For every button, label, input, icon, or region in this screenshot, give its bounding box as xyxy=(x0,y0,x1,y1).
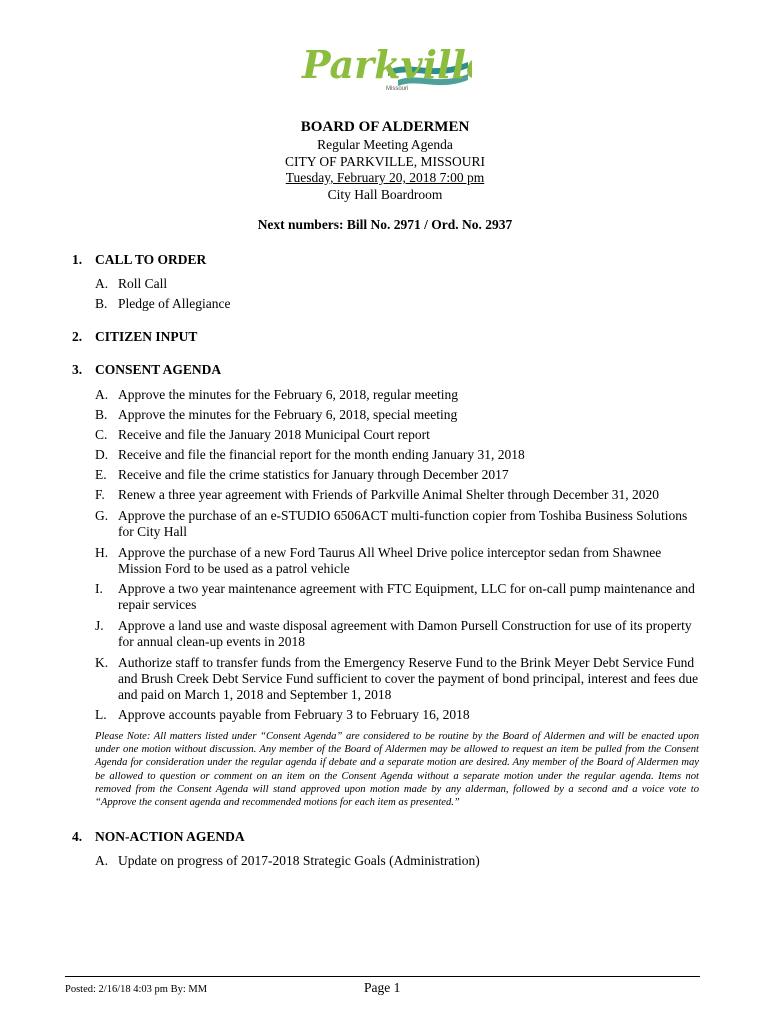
footer-divider xyxy=(65,976,700,977)
item-text: Approve the purchase of a new Ford Taurus All Wheel Drive police interceptor sedan from Shawnee Mission Ford to be used as a patrol vehicle xyxy=(118,545,662,576)
section-title: CONSENT AGENDA xyxy=(95,362,222,377)
svg-text:Parkville: Parkville xyxy=(302,42,472,87)
meeting-type: Regular Meeting Agenda xyxy=(317,137,453,152)
item-letter: B. xyxy=(95,296,108,311)
agenda-item xyxy=(95,581,705,613)
section-number: 2. xyxy=(72,329,83,344)
item-letter: K. xyxy=(95,655,109,670)
item-text: Approve the minutes for the February 6, 2018, special meeting xyxy=(118,407,458,422)
item-text: Receive and file the financial report for the month ending January 31, 2018 xyxy=(118,447,525,462)
logo-subtext: Missouri xyxy=(386,86,409,92)
agenda-item xyxy=(95,427,705,443)
item-text: Approve a two year maintenance agreement with FTC Equipment, LLC for on-call pump maintenance and repair services xyxy=(118,581,695,612)
section-call-to-order xyxy=(72,252,206,268)
item-text: Update on progress of 2017-2018 Strategic Goals (Administration) xyxy=(118,853,480,868)
item-text: Approve a land use and waste disposal agreement with Damon Pursell Construction for use of its property for annual clean-up events in 2018 xyxy=(118,618,692,649)
item-text: Approve the minutes for the February 6, 2018, regular meeting xyxy=(118,387,459,402)
agenda-item xyxy=(95,707,705,723)
item-text: Renew a three year agreement with Friends of Parkville Animal Shelter through December 31, 2020 xyxy=(118,487,659,502)
next-numbers: Next numbers: Bill No. 2971 / Ord. No. 2937 xyxy=(257,217,513,232)
item-letter: C. xyxy=(95,427,108,442)
section-title: CALL TO ORDER xyxy=(95,252,207,267)
section-title: CITIZEN INPUT xyxy=(95,329,198,344)
item-letter: I. xyxy=(95,581,103,596)
item-letter: G. xyxy=(95,508,109,523)
city-name: CITY OF PARKVILLE, MISSOURI xyxy=(284,153,486,169)
item-text: Approve accounts payable from February 3 to February 16, 2018 xyxy=(118,707,470,722)
section-number: 3. xyxy=(72,362,83,377)
page-number: Page 1 xyxy=(364,980,401,995)
meeting-date: Tuesday, February 20, 2018 7:00 pm xyxy=(285,170,485,185)
section-consent-agenda xyxy=(72,362,221,378)
agenda-item xyxy=(95,276,705,292)
item-letter: A. xyxy=(95,387,109,402)
section-title: NON-ACTION AGENDA xyxy=(95,829,245,844)
agenda-item xyxy=(95,447,705,463)
item-text: Receive and file the January 2018 Municipal Court report xyxy=(118,427,430,442)
item-text: Roll Call xyxy=(118,276,168,291)
agenda-item xyxy=(95,407,705,423)
agenda-header xyxy=(0,116,770,203)
section-non-action-agenda xyxy=(72,829,245,845)
agenda-item xyxy=(95,508,705,540)
item-letter: B. xyxy=(95,407,108,422)
item-letter: F. xyxy=(95,487,105,502)
section-citizen-input xyxy=(72,329,197,345)
item-text: Authorize staff to transfer funds from the Emergency Reserve Fund to the Brink Meyer Debt Service Fund and Brush Creek Debt Service Fund sufficient to cover the payment of bond principal, interest and fees due and paid on March 1, 2018 and September 1, 2018 xyxy=(118,655,699,702)
item-letter: A. xyxy=(95,853,109,868)
agenda-item xyxy=(95,387,705,403)
item-letter: A. xyxy=(95,276,109,291)
item-letter: L. xyxy=(95,707,107,722)
section-number: 1. xyxy=(72,252,83,267)
agenda-item xyxy=(95,545,705,577)
agenda-item xyxy=(95,853,705,869)
meeting-location: City Hall Boardroom xyxy=(327,186,443,202)
agenda-item xyxy=(95,618,705,650)
agenda-item xyxy=(95,296,705,312)
agenda-item xyxy=(95,467,705,483)
item-letter: J. xyxy=(95,618,104,633)
agenda-item xyxy=(95,487,705,503)
item-letter: E. xyxy=(95,467,107,482)
item-letter: D. xyxy=(95,447,109,462)
item-text: Approve the purchase of an e-STUDIO 6506ACT multi-function copier from Toshiba Business Solutions for City Hall xyxy=(118,508,688,539)
consent-agenda-note: Please Note: All matters listed under “Consent Agenda” are considered to be routine by the Board of Aldermen and will be enacted upon under one motion without discussion. Any member of the Board of Aldermen may be allowed to request an item be pulled from the Consent Agenda for consideration under the regular agenda if debate and a separate motion are desired. Any member of the Board of Aldermen may be allowed to question or comment on an item on the Consent Agenda without a separate motion under the regular agenda. Items not removed from the Consent Agenda will stand approved upon motion made by any alderman, followed by a second and a voice vote to “Approve the consent agenda and recommended motions for each item as presented.” xyxy=(95,731,699,809)
item-text: Receive and file the crime statistics for January through December 2017 xyxy=(118,467,509,482)
section-number: 4. xyxy=(72,829,83,844)
agenda-item xyxy=(95,655,705,703)
item-text: Pledge of Allegiance xyxy=(118,296,231,311)
board-title: BOARD OF ALDERMEN xyxy=(300,119,470,135)
posted-info: Posted: 2/16/18 4:03 pm By: MM xyxy=(65,984,208,995)
item-letter: H. xyxy=(95,545,109,560)
